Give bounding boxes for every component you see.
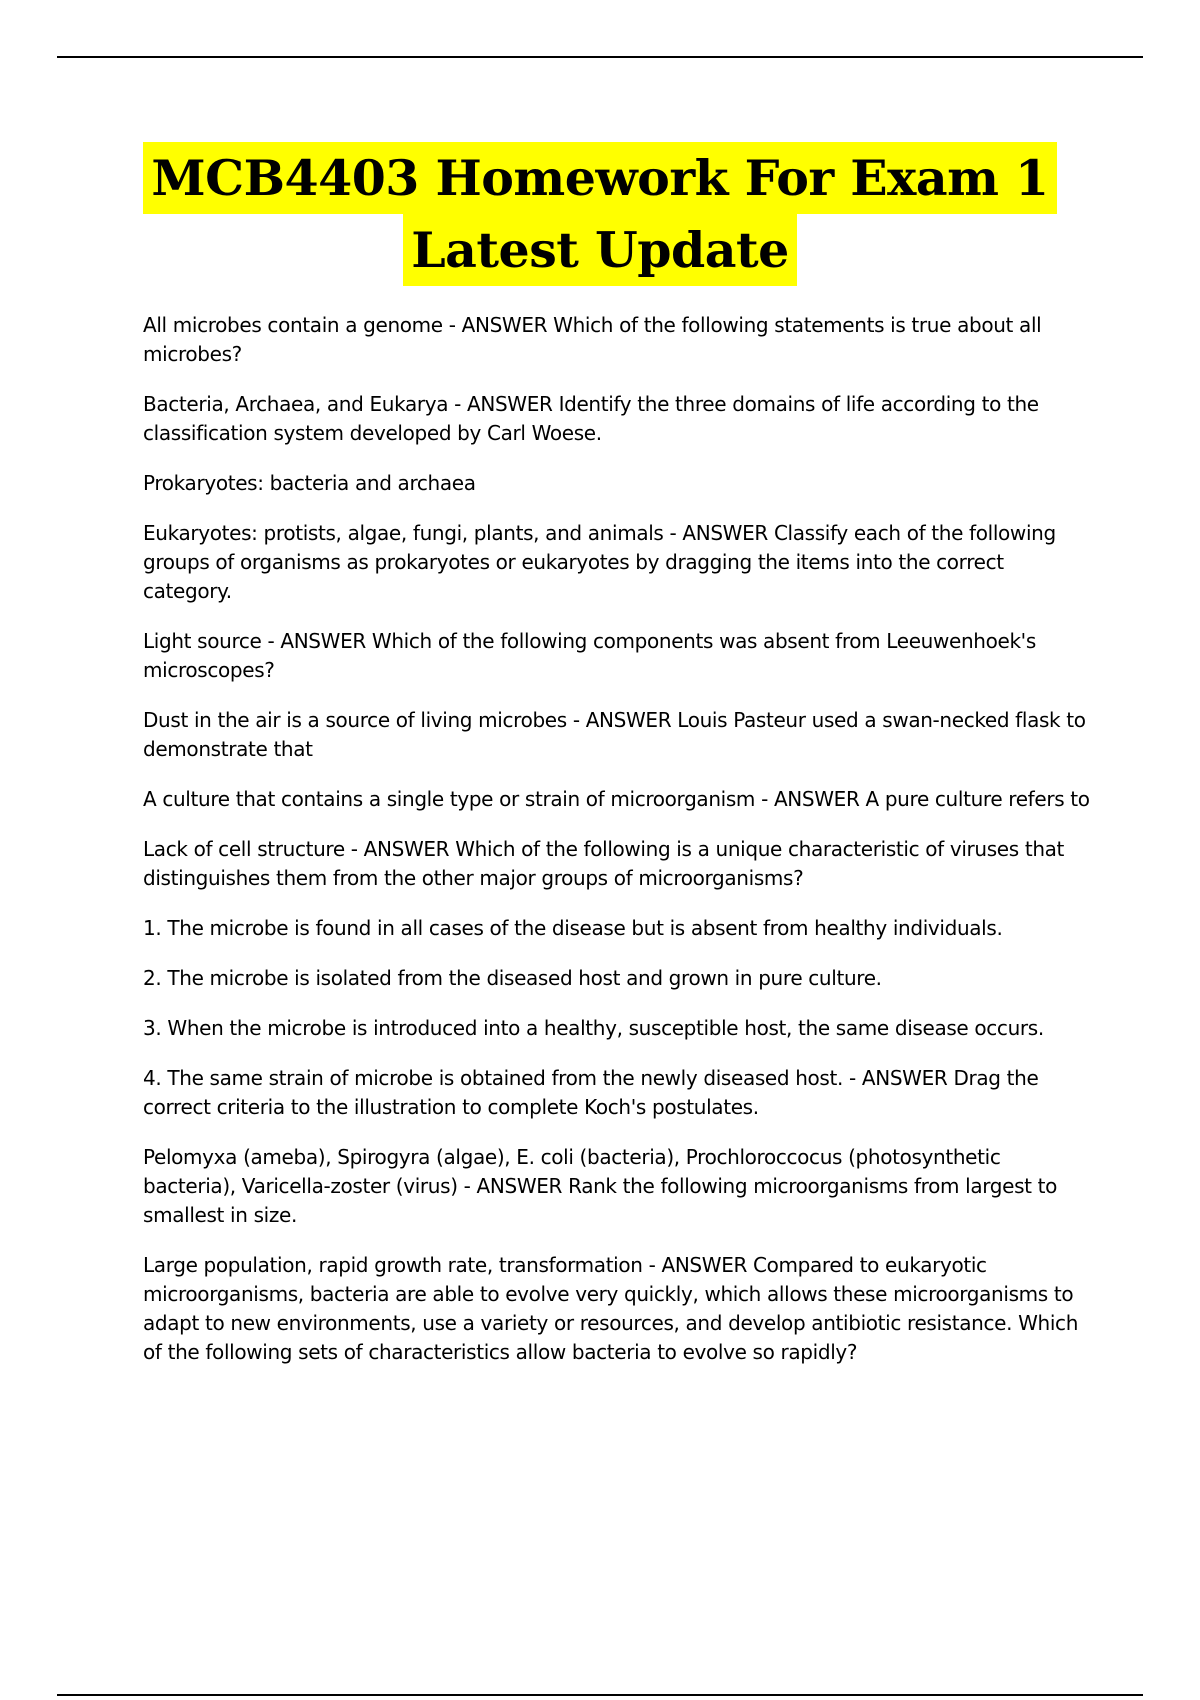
qa-paragraph: Large population, rapid growth rate, transformation - ANSWER Compared to eukaryotic microorganisms, bacteria are able to evolve very quickly, which allows these microorganisms to adapt to new environments, use a variety or resources, and develop antibiotic resistance. Which of the following sets of characteristics allow bacteria to evolve so rapidly? [143,1253,1079,1364]
qa-paragraph: Eukaryotes: protists, algae, fungi, plants, and animals - ANSWER Classify each of the following groups of organisms as prokaryotes or eukaryotes by dragging the items into the correct category. [143,521,1056,603]
qa-paragraph: Lack of cell structure - ANSWER Which of the following is a unique characteristic of viruses that distinguishes them from the other major groups of microorganisms? [143,837,1065,890]
qa-paragraph: 2. The microbe is isolated from the diseased host and grown in pure culture. [143,966,882,990]
qa-content [143,311,1093,1388]
qa-paragraph: 3. When the microbe is introduced into a healthy, susceptible host, the same disease occurs. [143,1016,1044,1040]
qa-paragraph: A culture that contains a single type or strain of microorganism - ANSWER A pure culture refers to [143,787,1090,811]
qa-paragraph: 1. The microbe is found in all cases of the disease but is absent from healthy individuals. [143,916,1003,940]
qa-paragraph: Pelomyxa (ameba), Spirogyra (algae), E. coli (bacteria), Prochloroccocus (photosynthetic bacteria), Varicella-zoster (virus) - ANSWER Rank the following microorganisms from largest to smallest in size. [143,1145,1058,1227]
title-line-2: Latest Update [403,214,797,286]
title-line-1: MCB4403 Homework For Exam 1 [143,142,1056,214]
qa-paragraph: All microbes contain a genome - ANSWER Which of the following statements is true about all microbes? [143,313,1042,366]
qa-paragraph: 4. The same strain of microbe is obtained from the newly diseased host. - ANSWER Drag the correct criteria to the illustration to complete Koch's postulates. [143,1066,1039,1119]
top-divider [57,56,1143,58]
qa-paragraph: Bacteria, Archaea, and Eukarya - ANSWER Identify the three domains of life according to the classification system developed by Carl Woese. [143,392,1039,445]
qa-paragraph: Prokaryotes: bacteria and archaea [143,471,476,495]
bottom-divider [57,1694,1143,1696]
qa-paragraph: Light source - ANSWER Which of the following components was absent from Leeuwenhoek's microscopes? [143,629,1036,682]
qa-paragraph: Dust in the air is a source of living microbes - ANSWER Louis Pasteur used a swan-necked flask to demonstrate that [143,708,1086,761]
document-title [0,142,1200,286]
